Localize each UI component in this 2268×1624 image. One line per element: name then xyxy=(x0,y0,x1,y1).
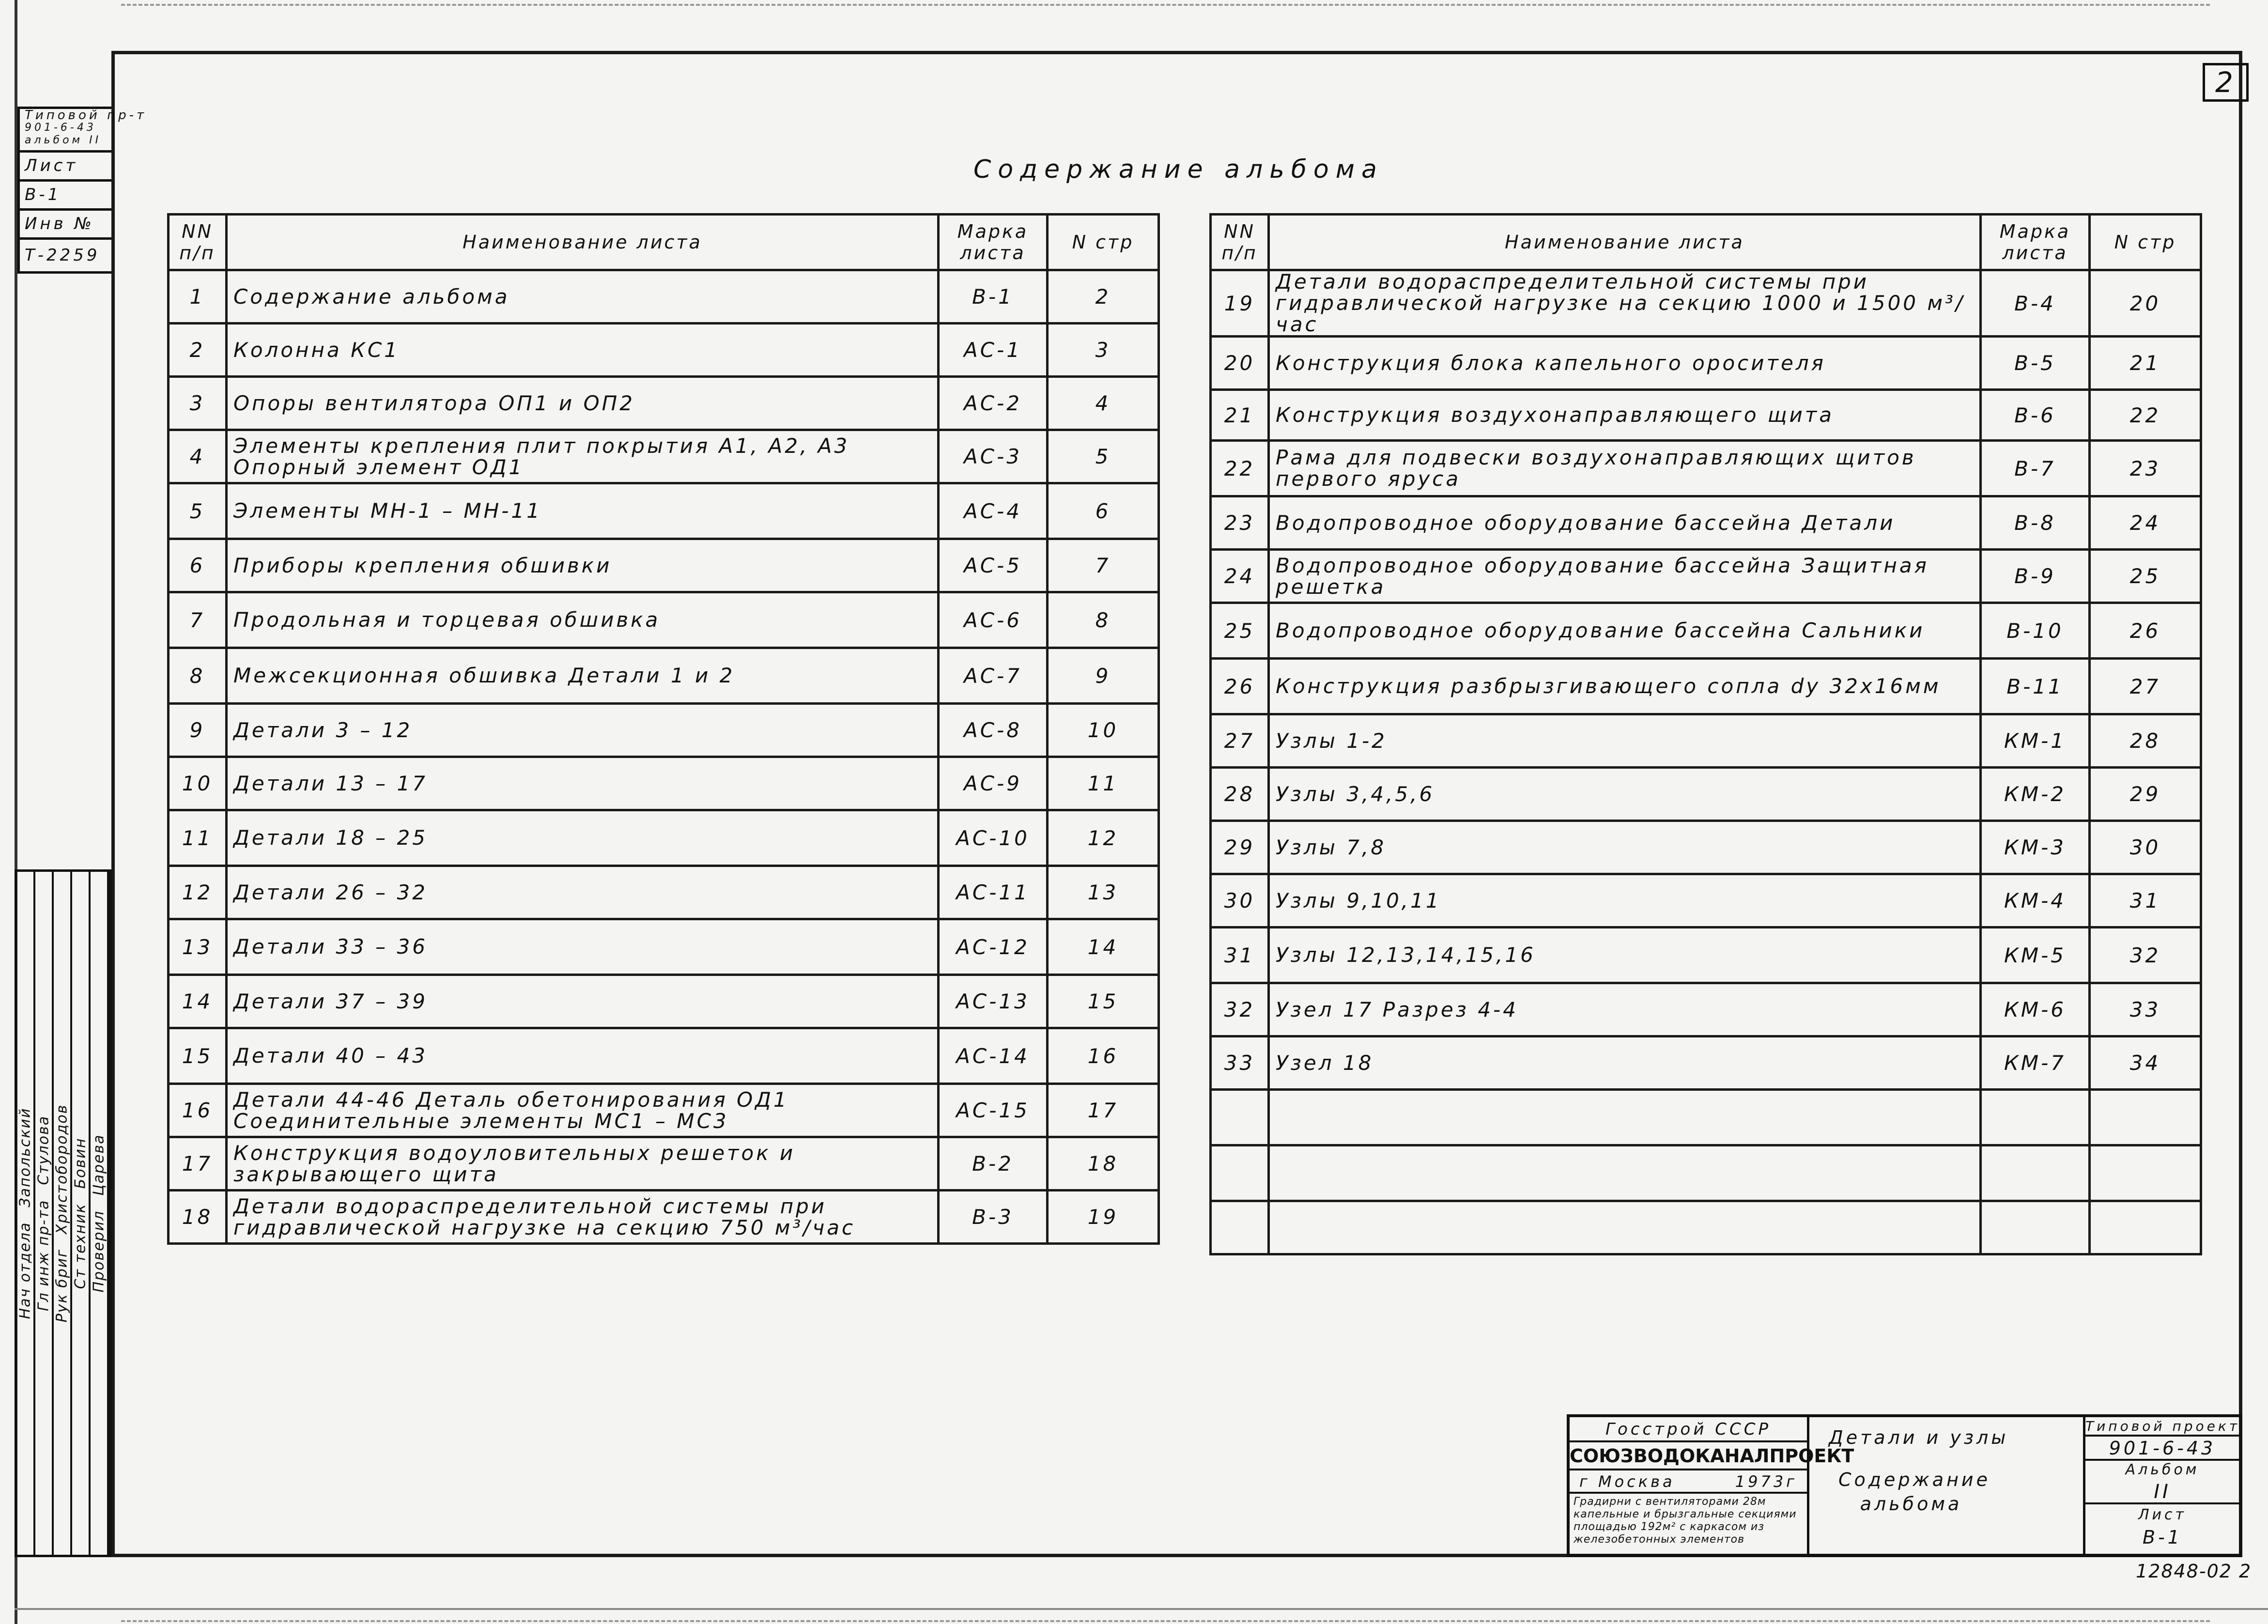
toc-row-num: 17 xyxy=(169,1137,227,1191)
toc-row-name: Узлы 3,4,5,6 xyxy=(1269,768,1981,821)
signature-column xyxy=(72,872,91,1555)
toc-row-name: Колонна КС1 xyxy=(227,324,939,377)
toc-row xyxy=(1211,550,2201,603)
left-stamp-album-label: альбом II xyxy=(25,134,102,146)
left-stamp-inv-value: Т-2259 xyxy=(17,240,111,274)
toc-row-num: 15 xyxy=(169,1028,227,1084)
toc-row-name: Детали 3 – 12 xyxy=(227,704,939,757)
project-description: Градирни с вентиляторами 28м капельные и брызгальные секциями площадью 192м² с каркасом из железобетонных элементов xyxy=(1574,1496,1797,1546)
toc-row xyxy=(1211,1090,2201,1145)
toc-row xyxy=(1211,714,2201,768)
toc-row-name: Элементы крепления плит покрытия А1, А2, А3 Опорный элемент ОД1 xyxy=(227,430,939,483)
toc-row-num: 8 xyxy=(169,648,227,704)
toc-row-num: 22 xyxy=(1211,441,1269,496)
toc-row-page: 6 xyxy=(1048,483,1159,539)
toc-row-mark xyxy=(1981,1090,2090,1145)
toc-row-name: Конструкция блока капельного оросителя xyxy=(1269,337,1981,390)
page-title: Содержание альбома xyxy=(973,155,1384,184)
header-mark: Марка листа xyxy=(1981,215,2090,270)
toc-row-name: Детали водораспределительной системы при гидравлической нагрузке на секцию 750 м³/час xyxy=(227,1191,939,1244)
toc-row xyxy=(1211,270,2201,337)
toc-row-num: 4 xyxy=(169,430,227,483)
toc-row-page: 16 xyxy=(1048,1028,1159,1084)
album-value: II xyxy=(2085,1480,2239,1504)
toc-row-page: 24 xyxy=(2090,496,2201,550)
header-num: NN п/п xyxy=(1211,215,1269,270)
toc-row xyxy=(169,704,1159,757)
toc-row-name: Конструкция разбрызгивающего сопла dу 32x16мм xyxy=(1269,659,1981,714)
toc-row-mark: КМ-3 xyxy=(1981,821,2090,874)
toc-row-page xyxy=(2090,1145,2201,1201)
signature-name: Бовин xyxy=(72,1137,89,1189)
toc-row-page xyxy=(2090,1201,2201,1254)
toc-row-name: Узлы 12,13,14,15,16 xyxy=(1269,928,1981,983)
sheet-value: В-1 xyxy=(2143,1527,2182,1548)
sheet-number: 2 xyxy=(2203,63,2249,102)
toc-row-mark: В-1 xyxy=(939,270,1048,324)
toc-row-mark: В-6 xyxy=(1981,390,2090,441)
toc-row-mark: В-4 xyxy=(1981,270,2090,337)
signature-name: Запольский xyxy=(16,1107,34,1207)
type-project-label: Типовой проект xyxy=(2085,1417,2239,1437)
signature-name: Стулова xyxy=(35,1115,52,1185)
signature-role: Рук бриг xyxy=(53,1249,71,1323)
toc-row-mark: АС-6 xyxy=(939,592,1048,648)
signature-column xyxy=(54,872,72,1555)
toc-header-row xyxy=(169,215,1159,270)
toc-row-name: Межсекционная обшивка Детали 1 и 2 xyxy=(227,648,939,704)
toc-row xyxy=(169,483,1159,539)
toc-row-page: 13 xyxy=(1048,866,1159,919)
top-edge-dashes xyxy=(121,4,2210,7)
toc-row xyxy=(1211,603,2201,659)
toc-row-mark: КМ-5 xyxy=(1981,928,2090,983)
toc-row-num: 26 xyxy=(1211,659,1269,714)
toc-row-page: 23 xyxy=(2090,441,2201,496)
org-name: СОЮЗВОДОКАНАЛПРОЕКТ xyxy=(1570,1442,1807,1470)
toc-row-page: 9 xyxy=(1048,648,1159,704)
toc-row-name: Узлы 9,10,11 xyxy=(1269,874,1981,928)
left-stamp-project xyxy=(17,108,147,153)
toc-row xyxy=(1211,821,2201,874)
signature-entry xyxy=(54,1104,71,1323)
toc-row-name: Приборы крепления обшивки xyxy=(227,539,939,592)
header-name: Наименование листа xyxy=(227,215,939,270)
toc-row-page xyxy=(2090,1090,2201,1145)
toc-row-name: Детали 13 – 17 xyxy=(227,757,939,810)
toc-row xyxy=(169,539,1159,592)
toc-header-row xyxy=(1211,215,2201,270)
toc-row-page: 11 xyxy=(1048,757,1159,810)
toc-row-mark: АС-1 xyxy=(939,324,1048,377)
toc-row-name: Детали 18 – 25 xyxy=(227,810,939,866)
toc-row-name: Узлы 1-2 xyxy=(1269,714,1981,768)
toc-row-mark xyxy=(1981,1201,2090,1254)
toc-row-num: 3 xyxy=(169,377,227,430)
toc-row-mark: АС-10 xyxy=(939,810,1048,866)
toc-row-page: 21 xyxy=(2090,337,2201,390)
toc-row-num: 20 xyxy=(1211,337,1269,390)
toc-row-page: 33 xyxy=(2090,983,2201,1036)
signature-role: Ст техник xyxy=(72,1203,89,1289)
toc-row-mark: АС-12 xyxy=(939,919,1048,975)
toc-row-num: 33 xyxy=(1211,1036,1269,1090)
toc-row xyxy=(169,919,1159,975)
toc-row-num: 1 xyxy=(169,270,227,324)
toc-row-page: 5 xyxy=(1048,430,1159,483)
toc-row-mark: КМ-1 xyxy=(1981,714,2090,768)
left-stamp-sheet-value: В-1 xyxy=(17,182,111,211)
toc-row-mark: В-9 xyxy=(1981,550,2090,603)
title-block-org xyxy=(1570,1417,1854,1554)
toc-row-page: 3 xyxy=(1048,324,1159,377)
toc-row-num: 31 xyxy=(1211,928,1269,983)
toc-row-name: Детали 40 – 43 xyxy=(227,1028,939,1084)
toc-row-mark: В-10 xyxy=(1981,603,2090,659)
toc-row xyxy=(169,1028,1159,1084)
toc-row-name: Узел 18 xyxy=(1269,1036,1981,1090)
toc-row xyxy=(169,866,1159,919)
toc-row-num: 13 xyxy=(169,919,227,975)
toc-row-mark: АС-2 xyxy=(939,377,1048,430)
toc-row-num: 7 xyxy=(169,592,227,648)
toc-row-name: Конструкция воздухонаправляющего щита xyxy=(1269,390,1981,441)
toc-row xyxy=(1211,1145,2201,1201)
toc-row xyxy=(169,592,1159,648)
left-stamp xyxy=(17,107,147,283)
toc-row-mark: АС-11 xyxy=(939,866,1048,919)
header-page: N стр xyxy=(1048,215,1159,270)
toc-row-num xyxy=(1211,1090,1269,1145)
header-name: Наименование листа xyxy=(1269,215,1981,270)
toc-row-num: 23 xyxy=(1211,496,1269,550)
toc-row xyxy=(169,430,1159,483)
toc-row-name: Элементы МН-1 – МН-11 xyxy=(227,483,939,539)
toc-row-page: 26 xyxy=(2090,603,2201,659)
toc-row-num: 25 xyxy=(1211,603,1269,659)
drawing-title-2: Содержание альбома xyxy=(1838,1469,1990,1515)
header-num: NN п/п xyxy=(169,215,227,270)
toc-row-num: 9 xyxy=(169,704,227,757)
toc-row-page: 14 xyxy=(1048,919,1159,975)
toc-row xyxy=(1211,1201,2201,1254)
signature-stamp xyxy=(15,869,111,1557)
album-label: Альбом xyxy=(2125,1461,2200,1478)
toc-row xyxy=(1211,983,2201,1036)
toc-row-mark: КМ-2 xyxy=(1981,768,2090,821)
toc-row-num: 29 xyxy=(1211,821,1269,874)
toc-row-mark: В-3 xyxy=(939,1191,1048,1244)
toc-row-page: 31 xyxy=(2090,874,2201,928)
bottom-drawing-code: 12848-02 2 xyxy=(2136,1561,2252,1582)
toc-row-page: 34 xyxy=(2090,1036,2201,1090)
toc-row-mark: АС-7 xyxy=(939,648,1048,704)
toc-row-mark: В-11 xyxy=(1981,659,2090,714)
toc-row-mark: КМ-7 xyxy=(1981,1036,2090,1090)
toc-row-mark: АС-14 xyxy=(939,1028,1048,1084)
toc-row-name: Детали водораспределительной системы при гидравлической нагрузке на секцию 1000 и 1500 м³/час xyxy=(1269,270,1981,337)
toc-row xyxy=(1211,390,2201,441)
header-mark: Марка листа xyxy=(939,215,1048,270)
title-block-type-project xyxy=(2085,1417,2239,1554)
toc-table-right xyxy=(1209,213,2202,1255)
org-city-year xyxy=(1570,1470,1807,1494)
toc-row-mark: В-8 xyxy=(1981,496,2090,550)
type-project-code: 901-6-43 xyxy=(2085,1437,2239,1461)
toc-row-num: 14 xyxy=(169,975,227,1028)
toc-row-page: 12 xyxy=(1048,810,1159,866)
toc-row-mark: АС-8 xyxy=(939,704,1048,757)
toc-row-page: 15 xyxy=(1048,975,1159,1028)
sheet-label: Лист xyxy=(2138,1506,2187,1523)
toc-row-name: Конструкция водоуловительных решеток и закрывающего щита xyxy=(227,1137,939,1191)
toc-row-page: 32 xyxy=(2090,928,2201,983)
left-stamp-sheet-label: Лист xyxy=(17,153,111,182)
toc-row-name xyxy=(1269,1201,1981,1254)
outer-bottom-border xyxy=(15,1608,2268,1610)
toc-row-page: 19 xyxy=(1048,1191,1159,1244)
toc-row-name: Опоры вентилятора ОП1 и ОП2 xyxy=(227,377,939,430)
signature-role: Нач отдела xyxy=(16,1222,34,1319)
toc-row xyxy=(1211,659,2201,714)
toc-row xyxy=(169,377,1159,430)
title-block xyxy=(1567,1414,2242,1557)
toc-row-page: 17 xyxy=(1048,1084,1159,1137)
toc-row-name: Узлы 7,8 xyxy=(1269,821,1981,874)
toc-row-num: 16 xyxy=(169,1084,227,1137)
toc-row-name: Узел 17 Разрез 4-4 xyxy=(1269,983,1981,1036)
toc-row-num: 19 xyxy=(1211,270,1269,337)
toc-row-num: 18 xyxy=(169,1191,227,1244)
org-city: г Москва xyxy=(1579,1472,1675,1491)
toc-row-mark: В-2 xyxy=(939,1137,1048,1191)
signature-name: Царева xyxy=(90,1134,108,1196)
toc-row-num: 12 xyxy=(169,866,227,919)
toc-row-mark: АС-4 xyxy=(939,483,1048,539)
toc-row-mark: АС-15 xyxy=(939,1084,1048,1137)
signature-column xyxy=(91,872,109,1555)
toc-row-mark: В-5 xyxy=(1981,337,2090,390)
toc-row-name: Водопроводное оборудование бассейна Детали xyxy=(1269,496,1981,550)
toc-row-page: 27 xyxy=(2090,659,2201,714)
toc-row-page: 8 xyxy=(1048,592,1159,648)
toc-row xyxy=(169,1137,1159,1191)
toc-row-page: 10 xyxy=(1048,704,1159,757)
toc-row-page: 18 xyxy=(1048,1137,1159,1191)
toc-row-page: 22 xyxy=(2090,390,2201,441)
left-stamp-project-code: 901-6-43 xyxy=(25,122,96,134)
toc-row-page: 2 xyxy=(1048,270,1159,324)
signature-role: Гл инж пр-та xyxy=(35,1199,52,1312)
title-block-drawing-title xyxy=(1809,1417,2085,1554)
toc-row-mark: АС-13 xyxy=(939,975,1048,1028)
toc-row xyxy=(169,1084,1159,1137)
toc-row-name: Содержание альбома xyxy=(227,270,939,324)
toc-row-page: 25 xyxy=(2090,550,2201,603)
toc-row-num: 6 xyxy=(169,539,227,592)
toc-row-num: 5 xyxy=(169,483,227,539)
toc-row-page: 30 xyxy=(2090,821,2201,874)
toc-row-num: 11 xyxy=(169,810,227,866)
toc-row-name: Водопроводное оборудование бассейна Защитная решетка xyxy=(1269,550,1981,603)
toc-row-name: Детали 37 – 39 xyxy=(227,975,939,1028)
toc-row-num: 27 xyxy=(1211,714,1269,768)
toc-row-name: Водопроводное оборудование бассейна Сальники xyxy=(1269,603,1981,659)
toc-row-page: 4 xyxy=(1048,377,1159,430)
toc-row-mark: В-7 xyxy=(1981,441,2090,496)
signature-name: Христобородов xyxy=(53,1104,71,1235)
toc-row-num xyxy=(1211,1201,1269,1254)
toc-row-num: 24 xyxy=(1211,550,1269,603)
toc-row-page: 7 xyxy=(1048,539,1159,592)
toc-row xyxy=(1211,337,2201,390)
toc-row-num: 21 xyxy=(1211,390,1269,441)
toc-row-num: 32 xyxy=(1211,983,1269,1036)
toc-row xyxy=(169,757,1159,810)
toc-row xyxy=(169,1191,1159,1244)
toc-row xyxy=(1211,874,2201,928)
left-stamp-inv-label: Инв № xyxy=(17,211,111,240)
toc-row-mark: КМ-4 xyxy=(1981,874,2090,928)
signature-column xyxy=(35,872,54,1555)
toc-row-name: Рама для подвески воздухонаправляющих щитов первого яруса xyxy=(1269,441,1981,496)
toc-row xyxy=(169,975,1159,1028)
toc-row xyxy=(169,648,1159,704)
toc-row xyxy=(1211,1036,2201,1090)
toc-row xyxy=(169,810,1159,866)
toc-row-mark: АС-3 xyxy=(939,430,1048,483)
toc-row-num: 30 xyxy=(1211,874,1269,928)
toc-row-mark: КМ-6 xyxy=(1981,983,2090,1036)
signature-entry xyxy=(72,1138,89,1289)
toc-row xyxy=(1211,928,2201,983)
left-stamp-project-label: Типовой пр-т xyxy=(25,108,147,123)
toc-row-page: 28 xyxy=(2090,714,2201,768)
toc-table-left xyxy=(167,213,1160,1245)
drawing-title-1: Детали и узлы xyxy=(1829,1427,2009,1448)
toc-row-name xyxy=(1269,1090,1981,1145)
toc-row-num: 10 xyxy=(169,757,227,810)
header-page: N стр xyxy=(2090,215,2201,270)
toc-row-num xyxy=(1211,1145,1269,1201)
toc-row-mark xyxy=(1981,1145,2090,1201)
signature-role: Проверил xyxy=(90,1210,108,1293)
signature-entry xyxy=(35,1115,52,1311)
bottom-edge-dashes xyxy=(121,1620,2210,1624)
toc-row-page: 20 xyxy=(2090,270,2201,337)
toc-row-name: Детали 26 – 32 xyxy=(227,866,939,919)
signature-column xyxy=(17,872,35,1555)
toc-row xyxy=(169,270,1159,324)
toc-row xyxy=(169,324,1159,377)
toc-row-num: 2 xyxy=(169,324,227,377)
toc-row-name: Детали 44-46 Деталь обетонирования ОД1 Соединительные элементы МС1 – МС3 xyxy=(227,1084,939,1137)
org-year: 1973г xyxy=(1735,1472,1797,1491)
toc-row-mark: АС-5 xyxy=(939,539,1048,592)
toc-row-page: 29 xyxy=(2090,768,2201,821)
toc-row-num: 28 xyxy=(1211,768,1269,821)
toc-row-name: Детали 33 – 36 xyxy=(227,919,939,975)
toc-row xyxy=(1211,441,2201,496)
toc-row xyxy=(1211,496,2201,550)
toc-row-name: Продольная и торцевая обшивка xyxy=(227,592,939,648)
toc-row-name xyxy=(1269,1145,1981,1201)
toc-row xyxy=(1211,768,2201,821)
toc-row-mark: АС-9 xyxy=(939,757,1048,810)
org-top: Госстрой СССР xyxy=(1570,1417,1807,1442)
signature-entry xyxy=(91,1134,108,1292)
signature-entry xyxy=(17,1108,34,1319)
